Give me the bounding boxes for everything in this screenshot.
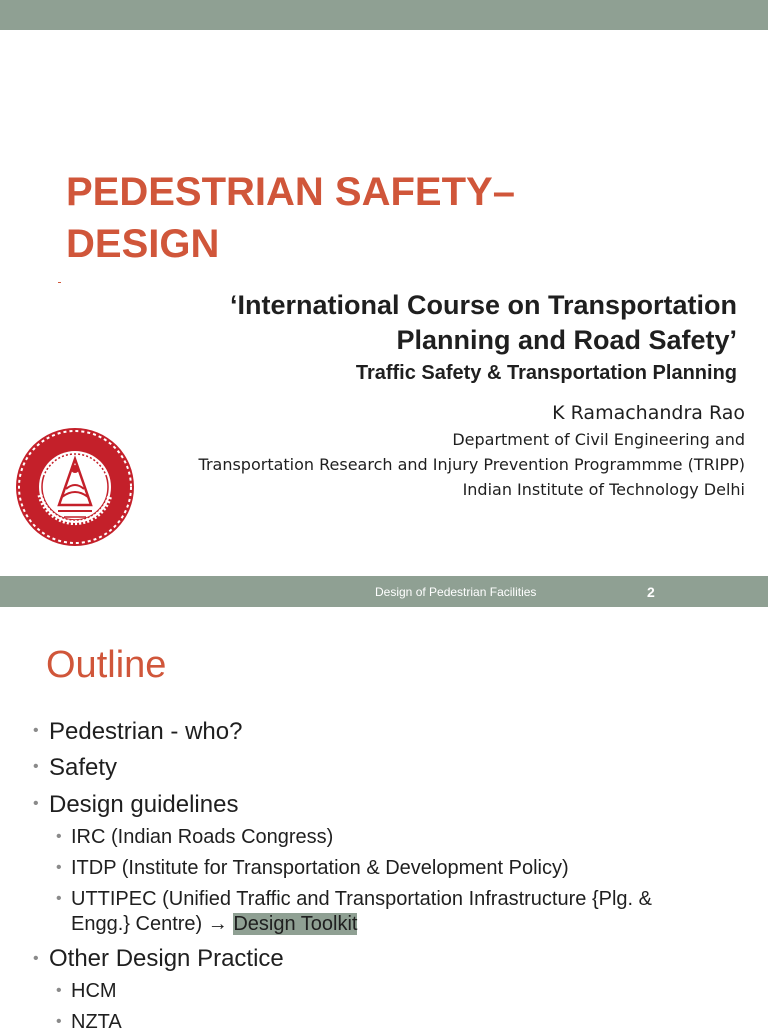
affiliation-line-1: Department of Civil Engineering and [452,430,745,449]
author-name: K Ramachandra Rao [552,402,745,424]
author-block [199,399,745,502]
bullet-item: Other Design Practice [49,945,284,972]
course-title [97,288,737,358]
bullet-dot: • [33,722,39,739]
sub-bullet-dot: • [56,828,62,845]
sub-bullet-item: UTTIPEC (Unified Traffic and Transportation Infrastructure {Plg. & [71,888,652,910]
highlighted-link-text: Design Toolkit [233,913,358,935]
sub-bullet-item: ITDP (Institute for Transportation & Development Policy) [71,857,569,879]
slide-title-line-2: DESIGN [66,222,220,266]
sub-bullet-dot: • [56,890,62,907]
sub-bullet-text: Engg.} Centre) → [71,913,228,935]
slide-page-number: 2 [647,584,655,600]
bullet-dot: • [33,795,39,812]
sub-bullet-dot: • [56,859,62,876]
bullet-dot: • [33,758,39,775]
bullet-item: Safety [49,754,118,781]
slide-footer-text: Design of Pedestrian Facilities [375,585,537,599]
sub-bullet-item: HCM [71,980,117,1002]
top-band [0,0,768,30]
decorative-mark [58,282,61,283]
bullet-dot: • [33,950,39,967]
affiliation-line-2: Transportation Research and Injury Prevention Programmme (TRIPP) [198,455,745,474]
affiliation-line-3: Indian Institute of Technology Delhi [462,480,745,499]
course-title-line-2: Planning and Road Safety’ [396,325,737,355]
bullet-item: Design guidelines [49,791,239,818]
sub-bullet-dot: • [56,1013,62,1030]
bullet-item: Pedestrian - who? [49,718,243,745]
course-title-line-1: ‘International Course on Transportation [229,290,737,320]
sub-bullet-item: IRC (Indian Roads Congress) [71,826,334,848]
sub-bullet-continuation [71,911,357,937]
slide-title [66,166,686,270]
iit-delhi-logo [14,425,136,549]
sub-bullet-dot: • [56,982,62,999]
sub-bullet-item: NZTA [71,1011,122,1033]
subtitle: Traffic Safety & Transportation Planning [355,362,737,384]
outline-title: Outline [46,644,167,686]
slide-title-line-1: PEDESTRIAN SAFETY– [66,170,515,214]
